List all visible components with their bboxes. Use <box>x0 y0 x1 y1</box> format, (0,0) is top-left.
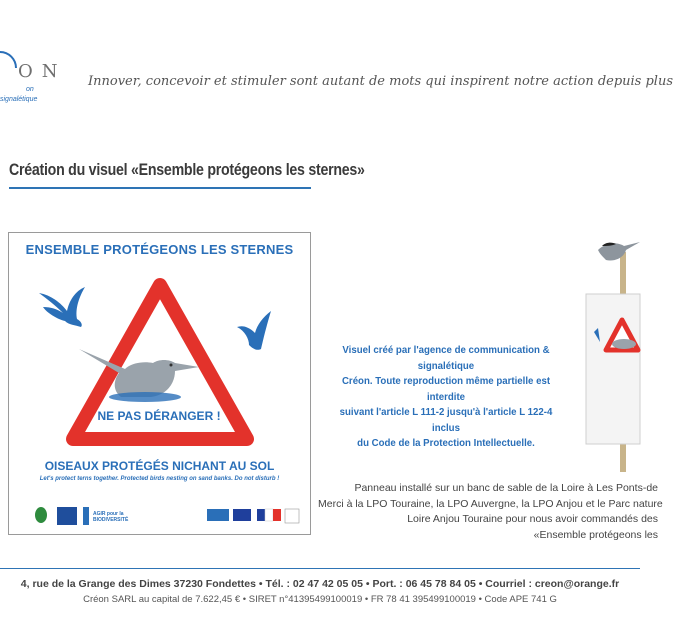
caption-line: «Ensemble protégeons les <box>533 528 658 541</box>
header-tagline: Innover, concevoir et stimuler sont autant de mots qui inspirent notre action depuis plus <box>88 74 673 89</box>
partner-logos <box>35 507 299 525</box>
caption-line: Merci à la LPO Touraine, la LPO Auvergne, la LPO Anjou et le Parc nature <box>318 497 663 510</box>
photo-caption <box>318 481 663 543</box>
flying-tern-left-icon <box>39 287 85 327</box>
footer-divider <box>0 568 640 569</box>
credit-line: Créon. Toute reproduction même partielle est interdite <box>341 375 551 403</box>
flying-tern-right-icon <box>237 311 271 350</box>
footer-legal: Créon SARL au capital de 7.622,45 € • SIRET n°41395499100019 • FR 78 41 395499100019 • Code APE 741 G <box>83 594 557 605</box>
lpo-logo <box>57 507 77 525</box>
pays-loire-logo <box>207 509 229 521</box>
partner-text: AGIR pour la BIODIVERSITÉ <box>93 511 129 523</box>
installed-panel-photo[interactable] <box>584 232 640 472</box>
caption-line: Panneau installé sur un banc de sable de la Loire à Les Ponts-de <box>354 482 658 494</box>
ligue-icon <box>35 507 47 523</box>
eu-flag-logo <box>233 509 251 521</box>
agir-pour-la-biodiversite-logo <box>83 507 89 525</box>
caption-line: Loire Anjou Touraine pour nous avoir commandés des <box>407 513 658 525</box>
credit-notice <box>328 343 564 452</box>
title-underline <box>9 187 311 189</box>
poster-title: ENSEMBLE PROTÉGEONS LES STERNES <box>25 242 294 257</box>
poster-image[interactable] <box>8 232 311 535</box>
poster-warning-text: NE PAS DÉRANGER ! <box>97 409 221 423</box>
logo-subtitle-line1: on <box>26 86 34 93</box>
poster-english-text: Let's protect terns together. Protected birds nesting on sand banks. Do not disturb ! <box>39 476 280 482</box>
footer-address: 4, rue de la Grange des Dimes 37230 Fondettes • Tél. : 02 47 42 05 05 • Port. : 06 45 78 84 05 • Courriel : creon@orange.fr <box>20 578 620 590</box>
credit-line: suivant l'article L 111-2 jusqu'à l'article L 122-4 inclus <box>339 406 553 434</box>
credit-line: Visuel créé par l'agence de communication & signalétique <box>342 344 550 372</box>
poster-artwork <box>9 233 312 536</box>
republique-francaise-logo <box>285 509 299 523</box>
logo-wordmark[interactable]: ON <box>18 61 67 82</box>
section-title: Création du visuel «Ensemble protégeons les sternes» <box>9 161 365 179</box>
credit-line: du Code de la Protection Intellectuelle. <box>357 437 535 449</box>
logo-subtitle-line2: signalétique <box>0 96 38 103</box>
logo-arc-icon <box>0 48 20 88</box>
poster-subtitle: OISEAUX PROTÉGÉS NICHANT AU SOL <box>44 459 275 473</box>
